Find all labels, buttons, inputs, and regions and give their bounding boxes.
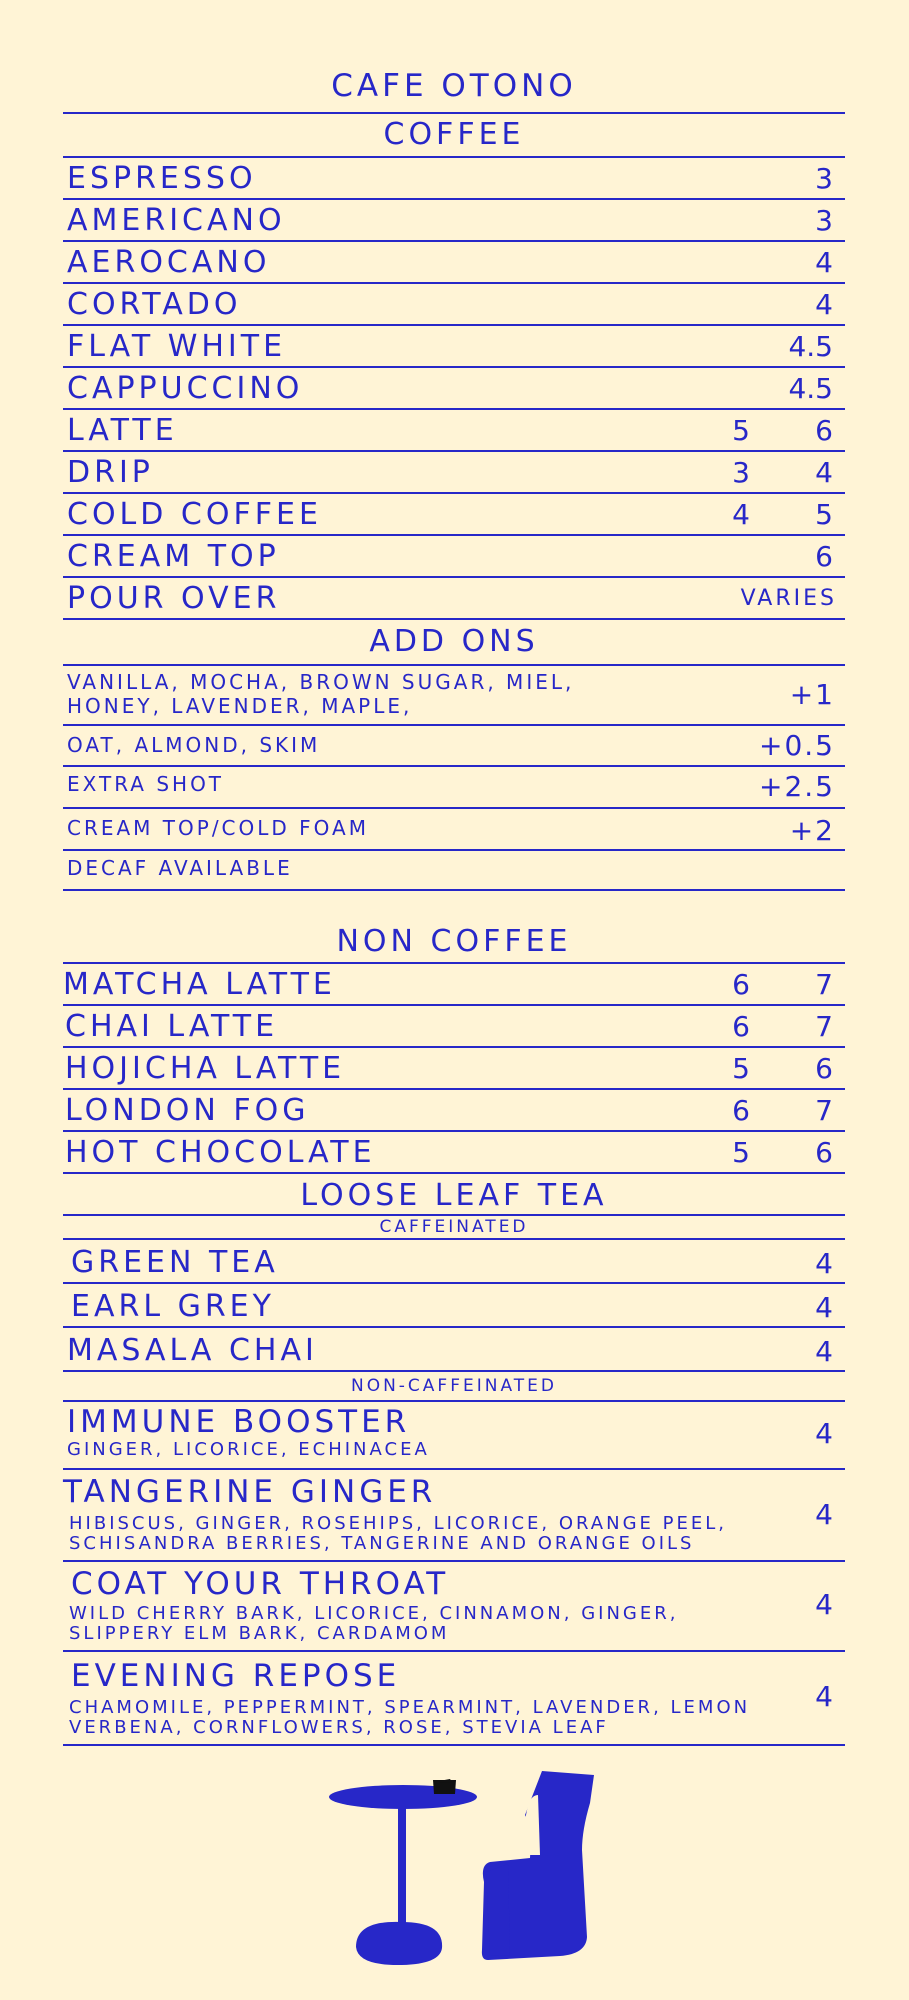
item-name: HOJICHA LATTE [65, 1051, 346, 1086]
section-heading-add-ons: ADD ONS [63, 620, 845, 666]
item-price: 7 [815, 968, 833, 1001]
item-name: ESPRESSO [67, 161, 257, 196]
item-price-small: 6 [732, 1010, 750, 1043]
tea-description: CHAMOMILE, PEPPERMINT, SPEARMINT, LAVENDER, LEMON [69, 1697, 751, 1718]
subheading-caffeinated: CAFFEINATED [63, 1216, 845, 1240]
tea-description: SLIPPERY ELM BARK, CARDAMOM [69, 1623, 450, 1644]
item-price: 7 [815, 1010, 833, 1043]
menu-row [63, 242, 845, 284]
item-price: 4 [815, 456, 833, 489]
tea-price: 4 [815, 1247, 833, 1280]
section-heading-tea: LOOSE LEAF TEA [63, 1174, 845, 1216]
add-on-price: +0.5 [759, 729, 835, 762]
item-name: HOT CHOCOLATE [65, 1135, 376, 1170]
tea-name: MASALA CHAI [67, 1333, 318, 1368]
item-name: POUR OVER [67, 581, 281, 616]
menu-row [63, 326, 845, 368]
tea-price: 4 [815, 1335, 833, 1368]
menu-row [63, 1090, 845, 1132]
tea-row [63, 1402, 845, 1470]
tea-row [63, 1240, 845, 1284]
tea-row [63, 1470, 845, 1562]
add-on-row [63, 809, 845, 851]
section-heading-non-coffee: NON COFFEE [63, 916, 845, 964]
tea-price: 4 [815, 1588, 833, 1621]
tea-description: HIBISCUS, GINGER, ROSEHIPS, LICORICE, ORANGE PEEL, [69, 1513, 727, 1534]
add-on-line: VANILLA, MOCHA, BROWN SUGAR, MIEL, [67, 670, 575, 694]
item-name: MATCHA LATTE [63, 967, 336, 1002]
item-price-small: 4 [732, 498, 750, 531]
tea-name: EARL GREY [71, 1289, 275, 1324]
tea-description: SCHISANDRA BERRIES, TANGERINE AND ORANGE OILS [69, 1533, 695, 1554]
tea-price: 4 [815, 1417, 833, 1450]
item-price-small: 5 [732, 1136, 750, 1169]
item-name: DRIP [67, 455, 154, 490]
add-on-line: CREAM TOP/COLD FOAM [67, 816, 369, 840]
cafe-title: CAFE OTONO [63, 60, 845, 114]
item-price: 6 [815, 1052, 833, 1085]
coffee-list [63, 158, 845, 620]
item-name: AMERICANO [67, 203, 286, 238]
tea-row [63, 1328, 845, 1372]
tea-description: WILD CHERRY BARK, LICORICE, CINNAMON, GINGER, [69, 1603, 679, 1624]
menu-row [63, 452, 845, 494]
menu-row [63, 1006, 845, 1048]
item-name: CORTADO [67, 287, 242, 322]
menu-row [63, 200, 845, 242]
item-price-small: 5 [732, 1052, 750, 1085]
item-price: VARIES [740, 586, 837, 611]
item-name: CAPPUCCINO [67, 371, 304, 406]
non-coffee-list [63, 964, 845, 1174]
tea-name: COAT YOUR THROAT [71, 1566, 450, 1602]
item-price: 4.5 [788, 372, 833, 405]
menu-row [63, 536, 845, 578]
tea-price: 4 [815, 1680, 833, 1713]
add-on-row [63, 767, 845, 809]
add-on-row [63, 726, 845, 767]
menu [63, 60, 845, 1746]
tea-row [63, 1562, 845, 1652]
tea-name: IMMUNE BOOSTER [67, 1404, 411, 1440]
add-on-line: EXTRA SHOT [67, 772, 225, 796]
item-price-small: 5 [732, 414, 750, 447]
menu-row [63, 964, 845, 1006]
subheading-non-caffeinated: NON-CAFFEINATED [63, 1372, 845, 1402]
tea-price: 4 [815, 1498, 833, 1531]
item-price: 6 [815, 540, 833, 573]
item-name: CREAM TOP [67, 539, 280, 574]
tea-row [63, 1284, 845, 1328]
caffeinated-tea-list [63, 1240, 845, 1372]
non-caffeinated-tea-list [63, 1402, 845, 1746]
item-name: FLAT WHITE [67, 329, 287, 364]
add-on-line: HONEY, LAVENDER, MAPLE, [67, 694, 413, 718]
item-name: LATTE [67, 413, 178, 448]
item-price: 4 [815, 246, 833, 279]
item-price: 5 [815, 498, 833, 531]
add-on-row [63, 666, 845, 726]
menu-row [63, 284, 845, 326]
add-on-price: +1 [789, 678, 835, 711]
menu-row [63, 1132, 845, 1174]
item-name: COLD COFFEE [67, 497, 322, 532]
item-name: AEROCANO [67, 245, 271, 280]
menu-row [63, 368, 845, 410]
item-price-small: 6 [732, 1094, 750, 1127]
spacer [63, 891, 845, 916]
tea-name: TANGERINE GINGER [63, 1474, 437, 1510]
menu-row [63, 158, 845, 200]
section-heading-coffee: COFFEE [63, 114, 845, 158]
table-chair-icon [320, 1770, 610, 1970]
item-name: CHAI LATTE [65, 1009, 279, 1044]
add-on-line: DECAF AVAILABLE [67, 856, 293, 880]
menu-row [63, 1048, 845, 1090]
item-price: 6 [815, 414, 833, 447]
add-ons-list [63, 666, 845, 891]
item-price-small: 6 [732, 968, 750, 1001]
tea-description: GINGER, LICORICE, ECHINACEA [67, 1439, 430, 1460]
add-on-row [63, 851, 845, 891]
cafe-table-chair-illustration [320, 1770, 610, 1974]
menu-row [63, 578, 845, 620]
item-price: 3 [815, 204, 833, 237]
item-price-small: 3 [732, 456, 750, 489]
tea-name: EVENING REPOSE [71, 1658, 401, 1694]
tea-price: 4 [815, 1291, 833, 1324]
item-price: 4 [815, 288, 833, 321]
add-on-price: +2 [789, 814, 835, 847]
item-name: LONDON FOG [65, 1093, 310, 1128]
menu-row [63, 494, 845, 536]
tea-description: VERBENA, CORNFLOWERS, ROSE, STEVIA LEAF [69, 1717, 609, 1738]
menu-row [63, 410, 845, 452]
item-price: 7 [815, 1094, 833, 1127]
item-price: 3 [815, 162, 833, 195]
add-on-line: OAT, ALMOND, SKIM [67, 733, 321, 757]
item-price: 4.5 [788, 330, 833, 363]
tea-name: GREEN TEA [71, 1245, 279, 1280]
item-price: 6 [815, 1136, 833, 1169]
tea-row [63, 1652, 845, 1746]
add-on-price: +2.5 [759, 770, 835, 803]
